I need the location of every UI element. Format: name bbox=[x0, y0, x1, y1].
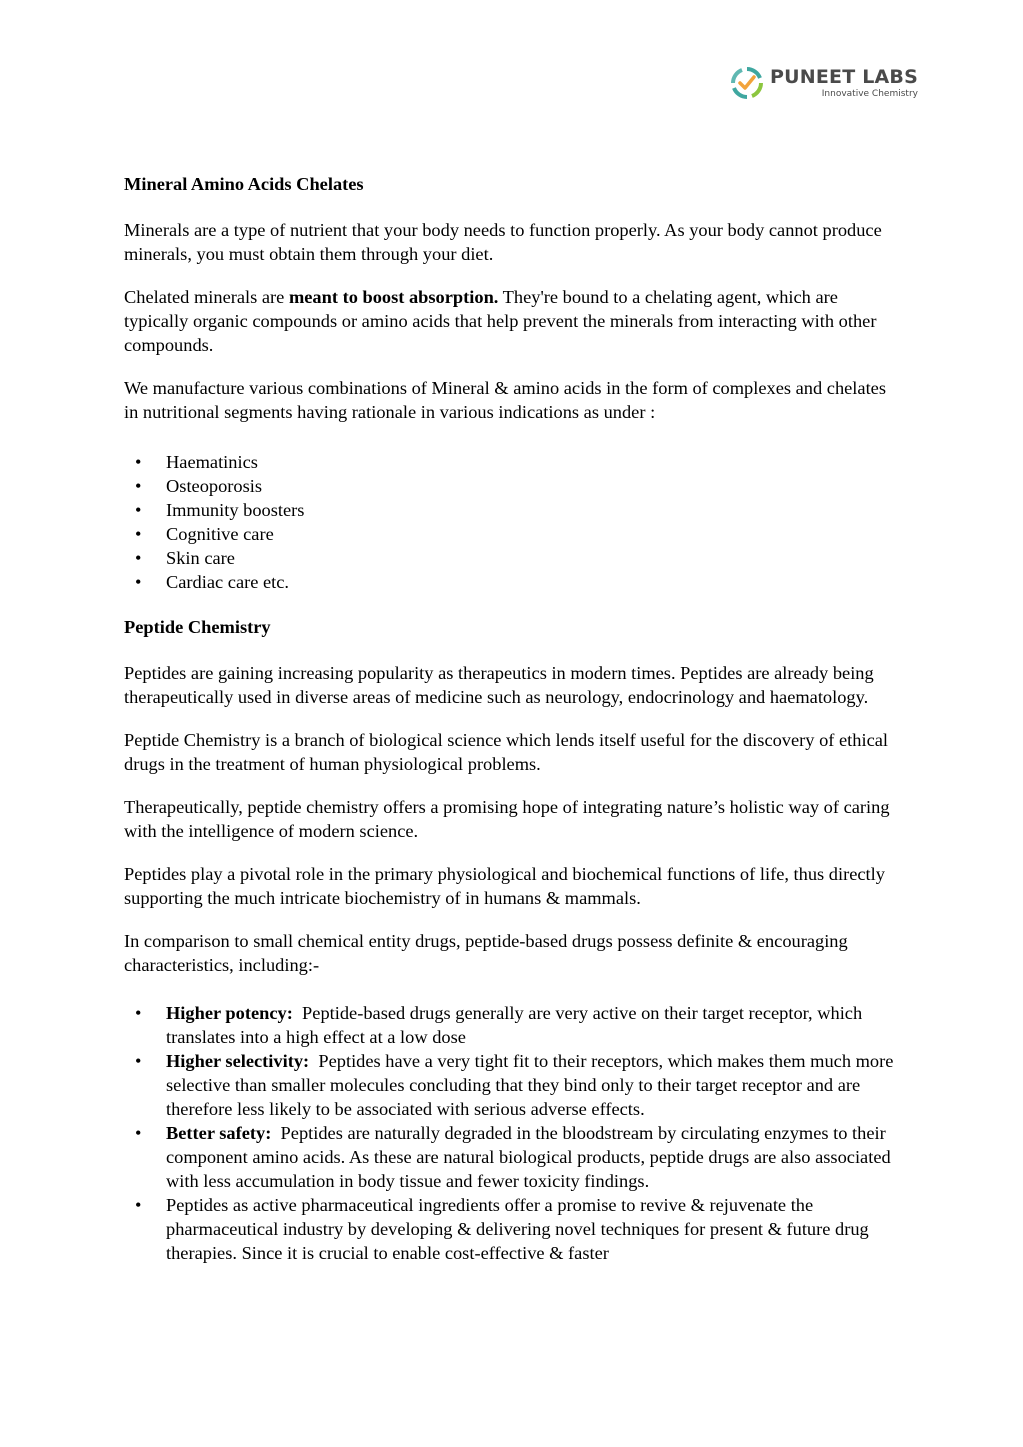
characteristics-list bbox=[124, 1001, 904, 1265]
list-item bbox=[124, 474, 904, 498]
document-body bbox=[124, 172, 904, 1265]
puneet-labs-logo-icon bbox=[730, 66, 764, 100]
company-logo bbox=[730, 62, 918, 104]
paragraph-peptides-popularity: Peptides are gaining increasing popularity as therapeutics in modern times. Peptides are already being therapeutically used in diverse areas of medicine such as neurology, endocrinology and haematology. bbox=[124, 663, 874, 707]
bullet: • bbox=[135, 500, 142, 520]
feature-label: Higher selectivity: bbox=[166, 1051, 310, 1071]
bullet: • bbox=[135, 1195, 142, 1215]
logo-tagline: Innovative Chemistry bbox=[821, 88, 918, 99]
paragraph-therapeutically: Therapeutically, peptide chemistry offers a promising hope of integrating nature’s holistic way of caring with the intelligence of modern science. bbox=[124, 797, 890, 841]
bullet: • bbox=[135, 572, 142, 592]
bullet: • bbox=[135, 524, 142, 544]
paragraph-lead-text: Chelated minerals are bbox=[124, 287, 289, 307]
list-item bbox=[124, 1193, 904, 1265]
bullet: • bbox=[135, 1003, 142, 1023]
logo-name: PUNEET LABS bbox=[770, 65, 918, 88]
indications-list bbox=[124, 450, 904, 594]
section-title-mineral: Mineral Amino Acids Chelates bbox=[124, 174, 364, 194]
list-item bbox=[124, 1049, 904, 1121]
paragraph-rest-text: They're bound to a chelating agent, which are typically organic compounds or amino acids that help prevent the minerals from interacting with other compounds. bbox=[124, 287, 877, 355]
list-item-text: Osteoporosis bbox=[166, 476, 263, 496]
list-item-text: Skin care bbox=[166, 548, 235, 568]
list-item bbox=[124, 450, 904, 474]
paragraph-comparison: In comparison to small chemical entity drugs, peptide-based drugs possess definite & encouraging characteristics, including:- bbox=[124, 931, 848, 975]
feature-text: Peptide-based drugs generally are very active on their target receptor, which translates into a high effect at a low dose bbox=[166, 1003, 867, 1047]
feature-label: Better safety: bbox=[166, 1123, 272, 1143]
list-item bbox=[124, 522, 904, 546]
list-item-text: Immunity boosters bbox=[166, 500, 305, 520]
list-item bbox=[124, 1001, 904, 1049]
feature-text: Peptides have a very tight fit to their receptors, which makes them much more selective than smaller molecules concluding that they bind only to their target receptor and are therefore less likely to be associated with serious adverse effects. bbox=[166, 1051, 899, 1119]
bullet: • bbox=[135, 1051, 142, 1071]
paragraph-peptide-chemistry: Peptide Chemistry is a branch of biological science which lends itself useful for the discovery of ethical drugs in the treatment of human physiological problems. bbox=[124, 730, 889, 774]
paragraph-chelated-minerals bbox=[124, 285, 904, 357]
list-item bbox=[124, 1121, 904, 1193]
list-item bbox=[124, 498, 904, 522]
bullet: • bbox=[135, 1123, 142, 1143]
list-item-text: Cardiac care etc. bbox=[166, 572, 290, 592]
list-item-text: Cognitive care bbox=[166, 524, 274, 544]
section-title-peptide: Peptide Chemistry bbox=[124, 617, 271, 637]
list-item bbox=[124, 546, 904, 570]
paragraph-bold-text: meant to boost absorption. bbox=[288, 287, 499, 307]
paragraph-minerals-intro: Minerals are a type of nutrient that your body needs to function properly. As your body cannot produce minerals, you must obtain them through your diet. bbox=[124, 220, 882, 264]
list-item-text: Haematinics bbox=[166, 452, 258, 472]
bullet: • bbox=[135, 476, 142, 496]
bullet: • bbox=[135, 452, 142, 472]
feature-text: Peptides are naturally degraded in the bloodstream by circulating enzymes to their component amino acids. As these are natural biological products, peptide drugs are also associated with less accumulation in body tissue and fewer toxicity findings. bbox=[166, 1123, 896, 1191]
list-item bbox=[124, 570, 904, 594]
bullet: • bbox=[135, 548, 142, 568]
feature-text: Peptides as active pharmaceutical ingredients offer a promise to revive & rejuvenate the pharmaceutical industry by developing & delivering novel techniques for present & future drug therapies. Since it is crucial to enable cost-effective & faster bbox=[166, 1195, 869, 1263]
paragraph-pivotal-role: Peptides play a pivotal role in the primary physiological and biochemical functions of life, thus directly supporting the much intricate biochemistry of in humans & mammals. bbox=[124, 864, 885, 908]
feature-label: Higher potency: bbox=[166, 1003, 293, 1023]
paragraph-manufacture: We manufacture various combinations of Mineral & amino acids in the form of complexes and chelates in nutritional segments having rationale in various indications as under : bbox=[124, 378, 886, 422]
